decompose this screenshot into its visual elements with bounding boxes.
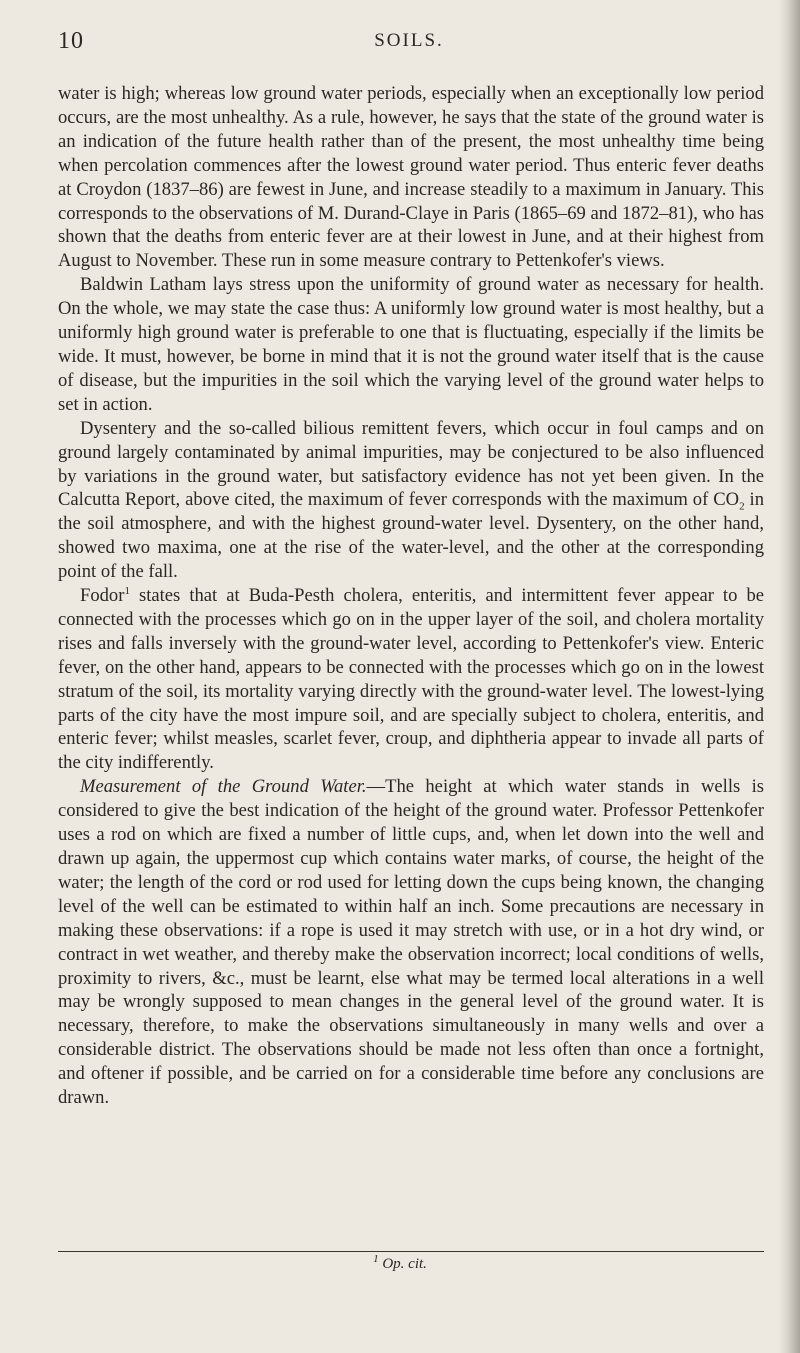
paragraph [58,417,764,584]
paragraph-text: Fodor [80,585,125,607]
paragraph-text: —The height at which water stands in wells is considered to give the best indication of the height of the ground water. Professor Pettenkofer uses a rod on which are fixed a number of little cups, and, when let down into the well and drawn up again, the uppermost cup which contains water marks, of course, the height of the water; the length of the cord or rod used for letting down the cups being known, the changing level of the well can be estimated to within half an inch. Some precautions are necessary in making these observations: if a rope is used it may stretch with use, or in a hot dry wind, or contract in wet weather, and thereby make the observation incorrect; local conditions of wells, proximity to rivers, &c., must be learnt, else what may be termed local alterations in a well may be wrongly supposed to mean changes in the general level of the ground water. It is necessary, therefore, to make the observations simultaneously in many wells and over a considerable district. The observations should be made not less often than once a fortnight, and oftener if possible, and be carried on for a considerable time before any conclusions are drawn. [58,776,764,1109]
page-header [58,28,760,56]
footnote-reference: 1 [124,584,130,597]
paragraph-text: Dysentery and the so-called bilious remittent fevers, which occur in foul camps and on ground largely contaminated by animal impurities, may be conjectured to be also influenced by variations in the ground water, but satisfactory evidence has not yet been given. In the Calcutta Report, above cited, the maximum of fever corresponds with the maximum of CO [58,417,764,511]
page-edge-shadow [778,0,800,1353]
footnote-marker: 1 [373,1253,379,1265]
page-number: 10 [58,28,84,54]
paragraph-text: states that at Buda-Pesth cholera, enteritis, and intermittent fever appear to be connected with the processes which go on in the upper layer of the soil, and cholera mortality rises and falls inversely with the ground-water level, according to Pettenkofer's view. Enteric fever, on the other hand, appears to be connected with the processes which go on in the lowest stratum of the soil, its mortality varying directly with the ground-water level. The lowest-lying parts of the city have the most impure soil, and are specially subject to cholera, enteritis, and enteric fever; whilst measles, scarlet fever, croup, and diphtheria appear to invade all parts of the city indifferently. [58,585,764,774]
footnote-text: Op. cit. [378,1256,427,1272]
paragraph [58,775,764,1110]
paragraph-text: water is high; whereas low ground water periods, especially when an exceptionally low period occurs, are the most unhealthy. As a rule, however, he says that the state of the ground water is an indication of the future health rather than of the present, the most unhealthy time being when percolation commences after the lowest ground water period. Thus enteric fever deaths at Croydon (1837–86) are fewest in June, and increase steadily to a maximum in January. This corresponds to the observations of M. Durand-Claye in Paris (1865–69 and 1872–81), who has shown that the deaths from enteric fever are at their lowest in June, and at their highest from August to November. These run in some measure contrary to Pettenkofer's views. [58,83,764,272]
section-heading: Measurement of the Ground Water. [80,776,367,798]
paragraph [58,584,764,775]
footnote [0,1253,800,1273]
body-text [58,82,764,1110]
paragraph-text: Baldwin Latham lays stress upon the uniformity of ground water as necessary for health. On the whole, we may state the case thus: A uniformly low ground water is most healthy, but a uniformly high ground water is preferable to one that is fluctuating, especially if the limits be wide. It must, however, be borne in mind that it is not the ground water itself that is the cause of disease, but the impurities in the soil which the varying level of the ground water helps to set in action. [58,274,764,415]
paragraph [58,273,764,416]
running-head: SOILS. [374,30,444,51]
subscript: 2 [739,501,745,514]
paragraph [58,82,764,273]
paragraph-text: in the soil atmosphere, and with the highest ground-water level. Dysentery, on the other hand, showed two maxima, one at the rise of the water-level, and the other at the corresponding point of the fall. [58,489,764,583]
footnote-rule [58,1251,764,1252]
